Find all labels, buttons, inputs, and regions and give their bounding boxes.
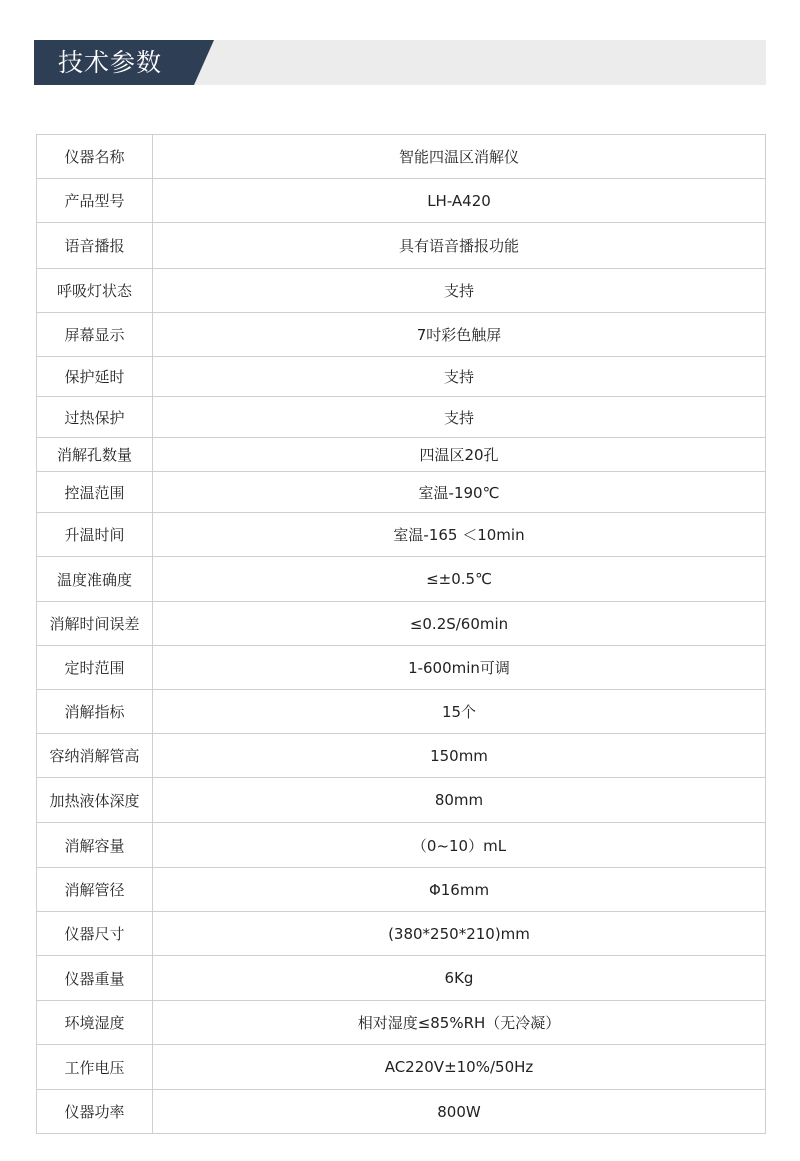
row-value: 支持 xyxy=(153,269,766,313)
table-row xyxy=(37,823,766,868)
row-value: 1-600min可调 xyxy=(153,646,766,690)
table-row xyxy=(37,438,766,472)
row-value: 150mm xyxy=(153,734,766,778)
row-value: 具有语音播报功能 xyxy=(153,223,766,269)
row-label: 仪器重量 xyxy=(37,956,153,1001)
row-value: LH-A420 xyxy=(153,179,766,223)
table-row xyxy=(37,472,766,513)
row-value: 室温-165 ＜10min xyxy=(153,513,766,557)
table-row xyxy=(37,1001,766,1045)
table-row xyxy=(37,557,766,602)
row-value: 6Kg xyxy=(153,956,766,1001)
row-value: ≤0.2S/60min xyxy=(153,602,766,646)
row-label: 加热液体深度 xyxy=(37,778,153,823)
row-label: 消解管径 xyxy=(37,868,153,912)
row-value: ≤±0.5℃ xyxy=(153,557,766,602)
table-row xyxy=(37,397,766,438)
row-label: 产品型号 xyxy=(37,179,153,223)
row-value: 相对湿度≤85%RH（无冷凝） xyxy=(153,1001,766,1045)
row-value: 80mm xyxy=(153,778,766,823)
row-value: Φ16mm xyxy=(153,868,766,912)
table-row xyxy=(37,956,766,1001)
table-row xyxy=(37,646,766,690)
table-row xyxy=(37,135,766,179)
row-label: 消解孔数量 xyxy=(37,438,153,472)
table-row xyxy=(37,357,766,397)
table-row xyxy=(37,1090,766,1134)
row-label: 工作电压 xyxy=(37,1045,153,1090)
row-label: 升温时间 xyxy=(37,513,153,557)
row-value: (380*250*210)mm xyxy=(153,912,766,956)
table-row xyxy=(37,690,766,734)
row-value: （0~10）mL xyxy=(153,823,766,868)
table-row xyxy=(37,513,766,557)
row-value: AC220V±10%/50Hz xyxy=(153,1045,766,1090)
row-value: 15个 xyxy=(153,690,766,734)
row-label: 语音播报 xyxy=(37,223,153,269)
table-row xyxy=(37,269,766,313)
table-row xyxy=(37,778,766,823)
row-value: 智能四温区消解仪 xyxy=(153,135,766,179)
row-label: 容纳消解管高 xyxy=(37,734,153,778)
table-row xyxy=(37,1045,766,1090)
row-value: 四温区20孔 xyxy=(153,438,766,472)
row-value: 支持 xyxy=(153,357,766,397)
row-label: 温度准确度 xyxy=(37,557,153,602)
row-label: 仪器尺寸 xyxy=(37,912,153,956)
table-row xyxy=(37,179,766,223)
table-row xyxy=(37,223,766,269)
table-row xyxy=(37,602,766,646)
table-row xyxy=(37,734,766,778)
row-label: 过热保护 xyxy=(37,397,153,438)
row-label: 消解容量 xyxy=(37,823,153,868)
row-label: 呼吸灯状态 xyxy=(37,269,153,313)
table-row xyxy=(37,912,766,956)
row-value: 7吋彩色触屏 xyxy=(153,313,766,357)
row-value: 室温-190℃ xyxy=(153,472,766,513)
row-label: 仪器功率 xyxy=(37,1090,153,1134)
row-value: 800W xyxy=(153,1090,766,1134)
spec-table xyxy=(36,134,766,1134)
row-label: 保护延时 xyxy=(37,357,153,397)
row-label: 消解时间误差 xyxy=(37,602,153,646)
row-label: 定时范围 xyxy=(37,646,153,690)
row-label: 环境湿度 xyxy=(37,1001,153,1045)
row-label: 屏幕显示 xyxy=(37,313,153,357)
row-label: 消解指标 xyxy=(37,690,153,734)
row-label: 仪器名称 xyxy=(37,135,153,179)
page-title: 技术参数 xyxy=(58,48,163,77)
table-row xyxy=(37,313,766,357)
row-value: 支持 xyxy=(153,397,766,438)
row-label: 控温范围 xyxy=(37,472,153,513)
table-row xyxy=(37,868,766,912)
